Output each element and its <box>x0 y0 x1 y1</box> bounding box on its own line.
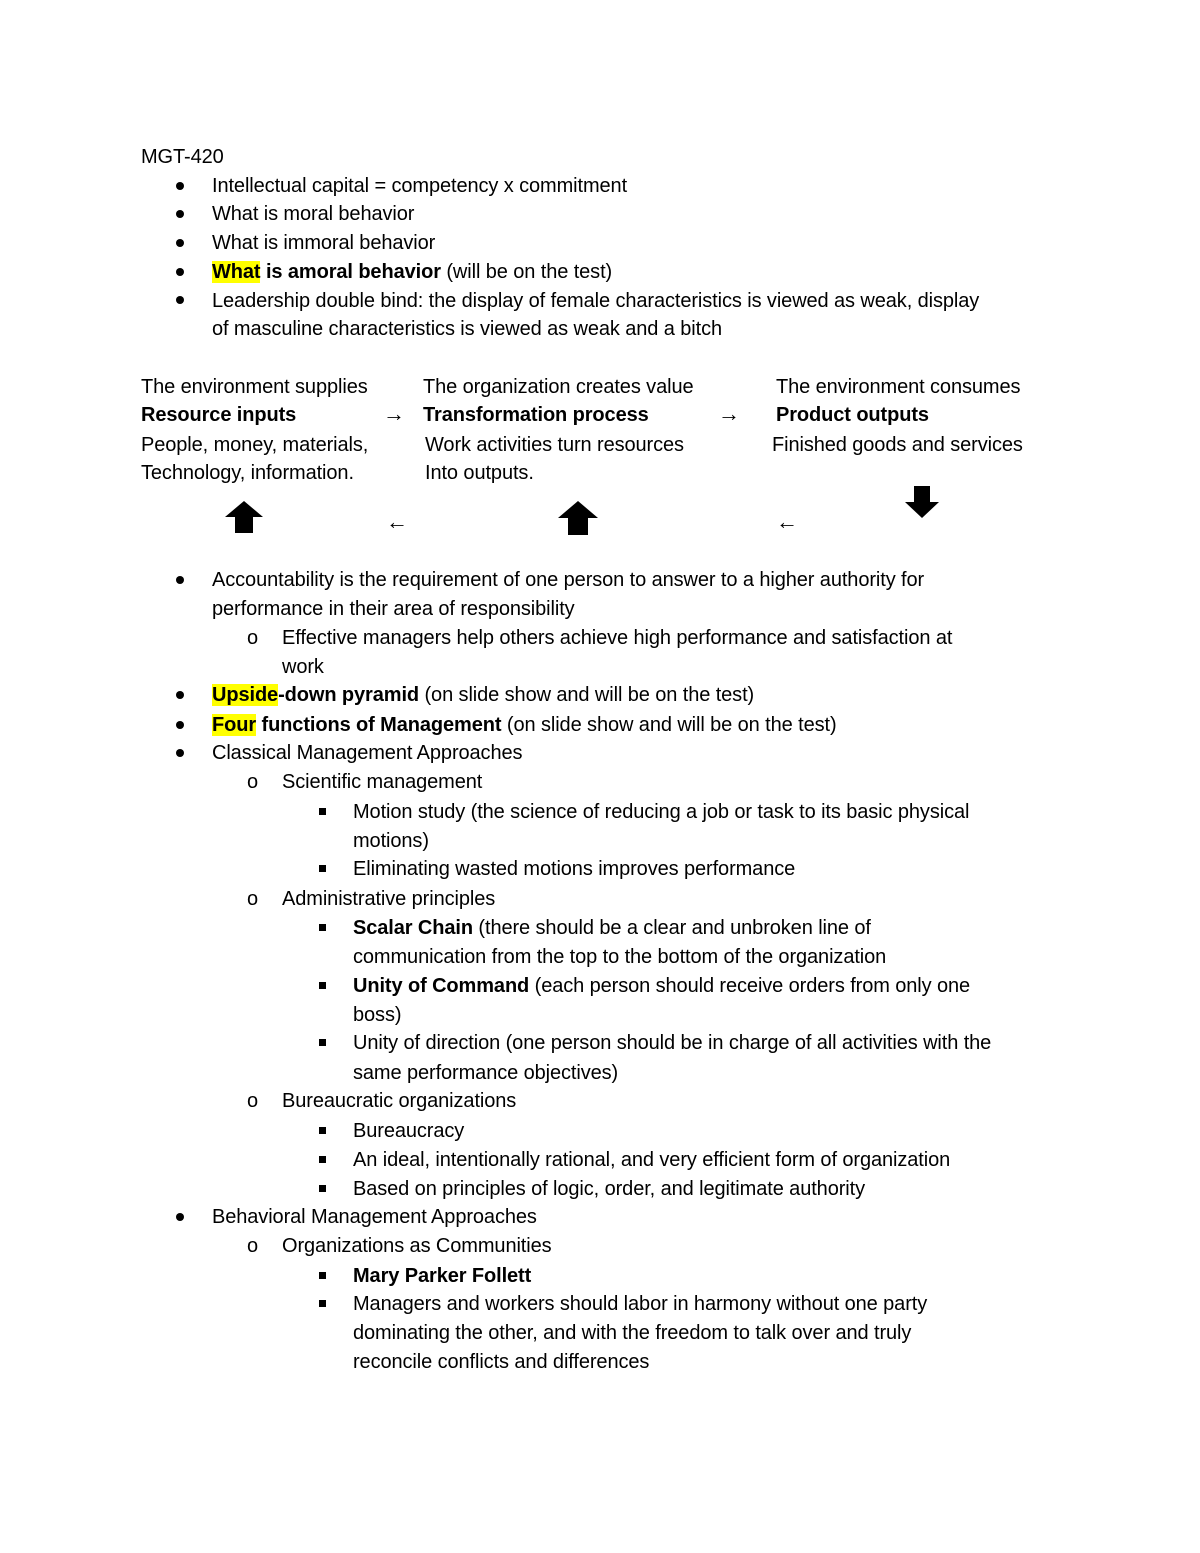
block-arrow-up-icon <box>557 500 599 536</box>
arrow-right-icon: → <box>383 401 405 426</box>
highlight-text: Four <box>212 714 257 736</box>
flow-col3-label: Product outputs <box>776 404 929 426</box>
behavioral-title: Behavioral Management Approaches <box>212 1206 537 1228</box>
bullet-text: What is moral behavior <box>212 203 415 225</box>
doc-title: MGT-420 <box>141 146 224 168</box>
sub-bullet-circle: o <box>247 1235 259 1257</box>
bold-text: Unity of Command <box>353 975 530 997</box>
arrow-right-icon: → <box>718 401 740 426</box>
square-bullet <box>319 1039 326 1046</box>
bullet-dot <box>176 576 184 584</box>
flow-col1-line1: People, money, materials, <box>141 434 369 456</box>
highlight-text: What <box>212 261 261 283</box>
bullet-text: What is immoral behavior <box>212 232 436 254</box>
communities-item2-line2: dominating the other, and with the freedom to talk over and truly <box>353 1322 912 1344</box>
scientific-title: Scientific management <box>282 771 483 793</box>
bullet-text: Intellectual capital = competency x commitment <box>212 175 628 197</box>
bureaucratic-item2: An ideal, intentionally rational, and very efficient form of organization <box>353 1149 951 1171</box>
flow-col2-header: The organization creates value <box>423 376 694 398</box>
sub-bullet-circle: o <box>247 1090 259 1112</box>
plain-text: (there should be a clear and unbroken line of <box>472 917 871 939</box>
plain-text: (will be on the test) <box>440 261 613 283</box>
bold-text: Scalar Chain <box>353 917 473 939</box>
scientific-item1-line1: Motion study (the science of reducing a job or task to its basic physical <box>353 801 970 823</box>
unity-direction-line2: same performance objectives) <box>353 1062 619 1084</box>
flow-col1-label: Resource inputs <box>141 404 297 426</box>
flow-col3-header: The environment consumes <box>776 376 1021 398</box>
accountability-line1: Accountability is the requirement of one person to answer to a higher authority for <box>212 569 925 591</box>
accountability-line2: performance in their area of responsibility <box>212 598 575 620</box>
accountability-sub-line2: work <box>282 656 324 678</box>
arrow-left-icon: ← <box>386 509 408 534</box>
highlight-text: Upside <box>212 684 279 706</box>
square-bullet <box>319 808 326 815</box>
bullet-text-line1: Leadership double bind: the display of female characteristics is viewed as weak, display <box>212 290 980 312</box>
administrative-title: Administrative principles <box>282 888 496 910</box>
communities-item1: Mary Parker Follett <box>353 1265 532 1287</box>
bullet-text-amoral <box>212 258 612 286</box>
scalar-chain-line2: communication from the top to the bottom of the organization <box>353 946 887 968</box>
classical-title: Classical Management Approaches <box>212 742 523 764</box>
four-functions-item <box>212 711 837 739</box>
bullet-dot <box>176 268 184 276</box>
bullet-dot <box>176 296 184 304</box>
accountability-sub-line1: Effective managers help others achieve high performance and satisfaction at <box>282 627 953 649</box>
scientific-item1-line2: motions) <box>353 830 429 852</box>
bullet-dot <box>176 749 184 757</box>
bullet-dot <box>176 239 184 247</box>
plain-text: (each person should receive orders from only one <box>529 975 971 997</box>
square-bullet <box>319 1272 326 1279</box>
bullet-dot <box>176 1213 184 1221</box>
square-bullet <box>319 865 326 872</box>
upside-down-pyramid-item <box>212 681 754 709</box>
bureaucratic-item1: Bureaucracy <box>353 1120 465 1142</box>
sub-bullet-circle: o <box>247 627 259 649</box>
bullet-dot <box>176 721 184 729</box>
flow-col1-header: The environment supplies <box>141 376 368 398</box>
unity-command-line2: boss) <box>353 1004 402 1026</box>
bullet-text-line2: of masculine characteristics is viewed as weak and a bitch <box>212 318 722 340</box>
communities-item2-line1: Managers and workers should labor in harmony without one party <box>353 1293 928 1315</box>
sub-bullet-circle: o <box>247 888 259 910</box>
scientific-item2: Eliminating wasted motions improves performance <box>353 858 796 880</box>
arrow-left-icon: ← <box>776 509 798 534</box>
bold-text: functions of Management <box>256 714 502 736</box>
scalar-chain-line1 <box>353 914 871 942</box>
flow-col1-line2: Technology, information. <box>141 462 354 484</box>
square-bullet <box>319 1156 326 1163</box>
square-bullet <box>319 982 326 989</box>
plain-text: (on slide show and will be on the test) <box>501 714 837 736</box>
square-bullet <box>319 924 326 931</box>
bullet-dot <box>176 182 184 190</box>
sub-bullet-circle: o <box>247 771 259 793</box>
plain-text: (on slide show and will be on the test) <box>419 684 755 706</box>
bold-text: -down pyramid <box>278 684 420 706</box>
bureaucratic-item3: Based on principles of logic, order, and legitimate authority <box>353 1178 865 1200</box>
block-arrow-up-icon <box>224 500 264 534</box>
flow-col2-line2: Into outputs. <box>425 462 534 484</box>
communities-title: Organizations as Communities <box>282 1235 552 1257</box>
bullet-dot <box>176 210 184 218</box>
flow-col2-line1: Work activities turn resources <box>425 434 684 456</box>
block-arrow-down-icon <box>904 485 940 519</box>
bureaucratic-title: Bureaucratic organizations <box>282 1090 517 1112</box>
square-bullet <box>319 1300 326 1307</box>
unity-direction-line1: Unity of direction (one person should be in charge of all activities with the <box>353 1032 992 1054</box>
flow-col3-line1: Finished goods and services <box>772 434 1023 456</box>
flow-col2-label: Transformation process <box>423 404 649 426</box>
bullet-dot <box>176 691 184 699</box>
square-bullet <box>319 1127 326 1134</box>
communities-item2-line3: reconcile conflicts and differences <box>353 1351 650 1373</box>
unity-command-line1 <box>353 972 970 1000</box>
bold-text: is amoral behavior <box>260 261 441 283</box>
square-bullet <box>319 1185 326 1192</box>
